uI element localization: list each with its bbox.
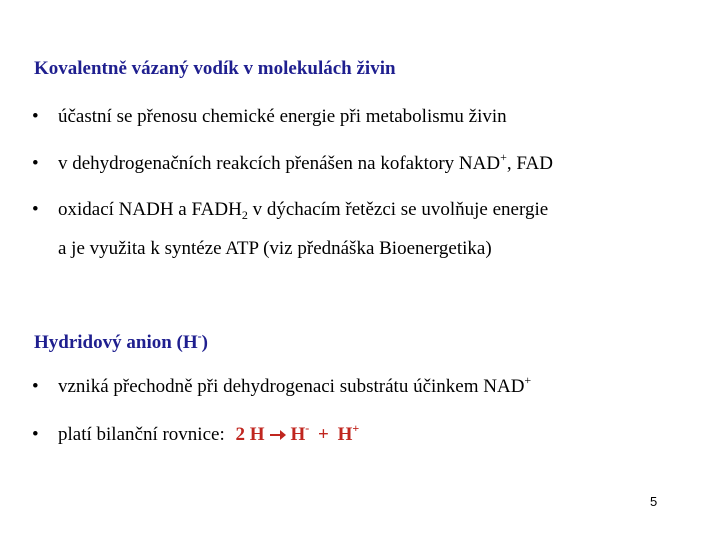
equation-proton: H [337,424,353,445]
bullet-continuation [58,238,492,260]
superscript-minus: - [197,329,202,343]
bullet-marker: • [32,376,39,397]
bullet-text: platí bilanční rovnice: [58,424,225,445]
bullet-item-energy-transfer [32,106,507,128]
bullet-text: v dehydrogenačních reakcích přenášen na kofaktory NAD [58,153,501,174]
equation [235,421,360,445]
section-heading-covalent-hydrogen [34,58,396,80]
bullet-item-oxidation [32,199,548,221]
continuation-text: a je využita k syntéze ATP (viz přednáška Bioenergetika) [58,238,492,259]
page-number: 5 [650,494,658,509]
heading-text: Kovalentně vázaný vodík v molekulách živin [34,58,396,79]
right-arrow-icon [269,425,287,447]
bullet-text: vzniká přechodně při dehydrogenaci substrátu účinkem NAD [58,376,525,397]
bullet-item-forms-transiently [32,373,532,398]
bullet-marker: • [32,424,39,445]
equation-left: 2 H [235,424,265,445]
bullet-text: účastní se přenosu chemické energie při metabolismu živin [58,106,507,127]
equation-plus: + [318,424,329,445]
superscript-plus: + [524,373,532,387]
bullet-marker: • [32,106,39,127]
superscript-plus: + [500,150,507,164]
section-heading-hydride-anion [34,329,208,354]
bullet-marker: • [32,199,39,220]
heading-close-paren: ) [201,332,208,353]
heading-text: Hydridový anion (H [34,332,198,353]
equation-hydride: H [290,424,306,445]
bullet-item-balance-equation [32,421,360,447]
bullet-text: oxidací NADH a FADH [58,199,242,220]
superscript-minus: - [305,421,310,435]
bullet-item-dehydrogenation [32,150,553,175]
subscript-two: 2 [241,208,248,222]
bullet-text-tail: , FAD [506,153,553,174]
bullet-text-rest: v dýchacím řetězci se uvolňuje energie [247,199,549,220]
bullet-marker: • [32,153,39,174]
superscript-plus: + [352,421,360,435]
